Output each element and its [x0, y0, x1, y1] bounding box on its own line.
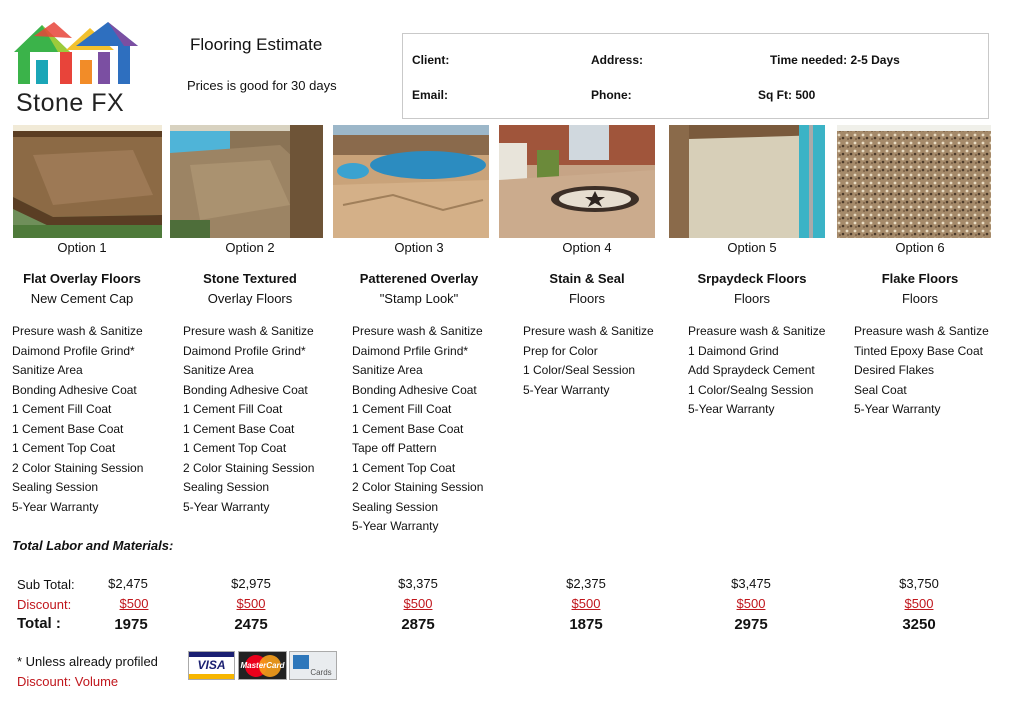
option-6-subtotal: $3,750 — [899, 576, 939, 591]
step-item: Bonding Adhesive Coat — [352, 382, 477, 397]
step-item: Sealing Session — [183, 480, 270, 494]
step-item: 1 Cement Fill Coat — [183, 402, 283, 416]
step-item: 1 Color/Seal Session — [523, 363, 636, 377]
step-item: 5-Year Warranty — [183, 499, 270, 514]
profile-footnote: * Unless already profiled — [17, 654, 158, 669]
option-3-total: 2875 — [401, 616, 435, 633]
discount-label: Discount: — [17, 597, 72, 612]
option-4-steps — [523, 324, 654, 402]
client-info-box — [402, 33, 989, 119]
house-logo-icon — [14, 22, 138, 90]
page-title: Flooring Estimate — [190, 35, 323, 54]
sqft-label: Sq Ft: 500 — [758, 88, 816, 102]
step-item: Sanitize Area — [12, 363, 83, 377]
option-2-photo — [170, 125, 323, 238]
option-1-title: Flat Overlay Floors — [23, 271, 141, 286]
step-item: 1 Cement Top Coat — [183, 441, 287, 455]
step-item: 1 Cement Base Coat — [183, 421, 295, 436]
discount-note: Discount: Volume — [17, 674, 119, 689]
step-item: 1 Cement Top Coat — [12, 441, 116, 455]
option-6-discount: $500 — [904, 596, 934, 611]
option-2-discount: $500 — [236, 596, 266, 611]
option-6-subtitle: Floors — [901, 291, 939, 306]
option-2-subtitle: Overlay Floors — [207, 291, 293, 306]
option-5-steps — [688, 324, 825, 422]
step-item: Seal Coat — [854, 382, 907, 397]
option-4-discount: $500 — [571, 596, 601, 611]
option-6-label: Option 6 — [895, 240, 945, 255]
step-item: Sanitize Area — [352, 363, 423, 377]
step-item: 2 Color Staining Session — [183, 460, 315, 475]
step-item: Desired Flakes — [854, 363, 935, 377]
option-5-subtitle: Floors — [733, 291, 771, 306]
step-item: 2 Color Staining Session — [352, 480, 484, 494]
option-1-total: 1975 — [114, 616, 148, 633]
stone-fx-logo — [14, 22, 138, 117]
mastercard-label: MasterCard — [240, 661, 285, 670]
option-5-subtotal: $3,475 — [731, 576, 771, 591]
step-item: 5-Year Warranty — [12, 499, 99, 514]
option-5-title: Srpaydeck Floors — [697, 271, 807, 286]
visa-card-label: VISA — [197, 658, 226, 672]
subtotal-label: Sub Total: — [17, 577, 75, 592]
step-item: Tinted Epoxy Base Coat — [854, 343, 983, 358]
step-item: Daimond Prfile Grind* — [352, 343, 469, 358]
step-item: 1 Cement Base Coat — [12, 421, 124, 436]
option-5-photo — [669, 125, 825, 238]
option-4-title: Stain & Seal — [549, 271, 625, 286]
step-item: 2 Color Staining Session — [12, 460, 144, 475]
option-4-subtitle: Floors — [568, 291, 606, 306]
step-item: 1 Cement Fill Coat — [352, 402, 452, 416]
option-3-steps — [352, 324, 483, 539]
option-4-total: 1875 — [569, 616, 603, 633]
step-item: Prep for Color — [523, 343, 598, 358]
step-item: 5-Year Warranty — [352, 519, 439, 533]
option-4-photo — [499, 125, 655, 238]
step-item: Sealing Session — [352, 499, 439, 514]
step-item: Bonding Adhesive Coat — [12, 382, 137, 397]
option-1-label: Option 1 — [57, 240, 107, 255]
option-1-steps — [12, 324, 143, 519]
option-4-subtotal: $2,375 — [566, 576, 606, 591]
option-4-label: Option 4 — [562, 240, 612, 255]
step-item: Tape off Pattern — [352, 441, 437, 455]
step-item: 5-Year Warranty — [854, 402, 941, 416]
step-item: Sealing Session — [12, 480, 99, 494]
step-item: Add Spraydeck Cement — [688, 363, 815, 377]
total-label: Total : — [17, 615, 61, 632]
option-6-steps — [854, 324, 989, 422]
option-2-label: Option 2 — [225, 240, 275, 255]
option-2-steps — [183, 324, 314, 519]
step-item: 1 Cement Fill Coat — [12, 402, 112, 416]
option-5-label: Option 5 — [727, 240, 777, 255]
total-labor-heading: Total Labor and Materials: — [12, 538, 174, 553]
step-item: Sanitize Area — [183, 363, 254, 377]
option-3-discount: $500 — [403, 596, 433, 611]
step-item: Presure wash & Sanitize — [523, 324, 654, 338]
step-item: Preasure wash & Santize — [854, 324, 989, 338]
time-needed-label: Time needed: 2-5 Days — [770, 53, 900, 67]
option-1-discount: $500 — [119, 596, 149, 611]
option-6-photo — [837, 125, 991, 238]
option-3-subtitle: "Stamp Look" — [379, 291, 459, 306]
option-3-subtotal: $3,375 — [398, 576, 438, 591]
step-item: 5-Year Warranty — [688, 402, 775, 416]
client-label: Client: — [412, 53, 450, 67]
option-1-subtotal: $2,475 — [108, 576, 148, 591]
phone-label: Phone: — [591, 88, 632, 102]
email-label: Email: — [412, 88, 449, 102]
step-item: Presure wash & Sanitize — [12, 324, 143, 338]
option-3-label: Option 3 — [394, 240, 444, 255]
option-6-total: 3250 — [902, 616, 936, 633]
mastercard-icon — [238, 651, 287, 680]
step-item: Preasure wash & Sanitize — [688, 324, 826, 338]
amex-card-label: Cards — [310, 668, 332, 677]
option-5-total: 2975 — [734, 616, 768, 633]
step-item: 1 Cement Base Coat — [352, 421, 464, 436]
option-1-photo — [13, 125, 162, 238]
price-validity: Prices is good for 30 days — [187, 78, 337, 93]
option-2-total: 2475 — [234, 616, 268, 633]
step-item: Daimond Profile Grind* — [183, 343, 306, 358]
visa-card-icon — [188, 651, 235, 680]
amex-card-icon — [289, 651, 337, 680]
step-item: 5-Year Warranty — [523, 382, 610, 397]
address-label: Address: — [591, 53, 644, 67]
step-item: Bonding Adhesive Coat — [183, 382, 308, 397]
option-3-title: Patterened Overlay — [359, 271, 479, 286]
brand-name: Stone FX — [16, 89, 125, 117]
option-6-title: Flake Floors — [881, 271, 959, 286]
step-item: 1 Color/Sealng Session — [688, 382, 814, 397]
option-1-subtitle: New Cement Cap — [30, 291, 134, 306]
step-item: 1 Daimond Grind — [688, 343, 779, 358]
step-item: Presure wash & Sanitize — [183, 324, 314, 338]
step-item: Daimond Profile Grind* — [12, 343, 135, 358]
step-item: 1 Cement Top Coat — [352, 460, 456, 475]
option-3-photo — [333, 125, 489, 238]
option-2-title: Stone Textured — [203, 271, 297, 286]
option-2-subtotal: $2,975 — [231, 576, 271, 591]
step-item: Presure wash & Sanitize — [352, 324, 483, 338]
option-5-discount: $500 — [736, 596, 766, 611]
